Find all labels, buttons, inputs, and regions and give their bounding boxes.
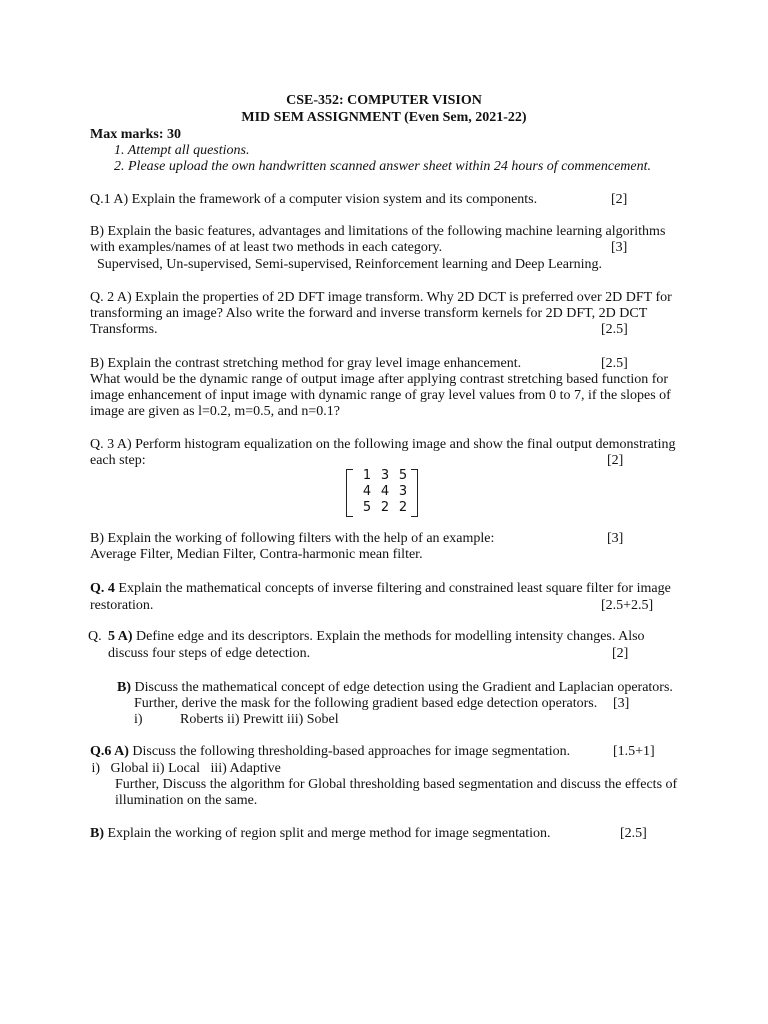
- q3-b-marks: [3]: [607, 531, 624, 546]
- q3-a-line: each step:: [90, 453, 146, 468]
- q5-b-line: Further, derive the mask for the following gradient based edge detection operators.: [134, 696, 598, 711]
- q2-a-line: Q. 2 A) Explain the properties of 2D DFT image transform. Why 2D DCT is preferred over 2D DFT for: [90, 290, 672, 305]
- matrix-cell: 4: [362, 484, 372, 499]
- instruction-item: 1. Attempt all questions.: [114, 143, 250, 158]
- matrix-cell: 2: [380, 500, 390, 515]
- q2-b-line: What would be the dynamic range of output image after applying contrast stretching based function for: [90, 372, 669, 387]
- q2-a-line: Transforms.: [90, 322, 158, 337]
- q6-a-marks: [1.5+1]: [613, 744, 655, 759]
- q4-text: Explain the mathematical concepts of inverse filtering and constrained least square filter for image: [114, 581, 671, 596]
- q2-a-line: transforming an image? Also write the forward and inverse transform kernels for 2D DFT, 2D DCT: [90, 306, 648, 321]
- q3-b-line: B) Explain the working of following filters with the help of an example:: [90, 531, 495, 546]
- instruction-item: 2. Please upload the own handwritten scanned answer sheet within 24 hours of commencement.: [114, 159, 651, 174]
- q6-a-text: Discuss the following thresholding-based approaches for image segmentation.: [128, 744, 571, 759]
- q5-a-label: 5 A): [108, 629, 133, 644]
- q5-prefix: Q.: [88, 629, 102, 644]
- matrix-right-bracket: [411, 469, 418, 517]
- q5-a-line: [108, 629, 645, 646]
- q6-a-line: illumination on the same.: [115, 793, 258, 808]
- q5-b-text: Discuss the mathematical concept of edge detection using the Gradient and Laplacian operators.: [131, 680, 673, 695]
- q2-b-marks: [2.5]: [601, 356, 628, 371]
- q6-b-line: [90, 826, 550, 843]
- matrix-cell: 5: [362, 500, 372, 515]
- matrix-cell: 3: [380, 468, 390, 483]
- q3-a-marks: [2]: [607, 453, 624, 468]
- matrix-cell: 3: [398, 484, 408, 499]
- matrix-row: [358, 469, 412, 483]
- q3-b-line: Average Filter, Median Filter, Contra-harmonic mean filter.: [90, 547, 423, 562]
- assignment-title: MID SEM ASSIGNMENT (Even Sem, 2021-22): [241, 110, 527, 125]
- q1-a-marks: [2]: [611, 192, 628, 207]
- q1-b-line: Supervised, Un-supervised, Semi-supervised, Reinforcement learning and Deep Learning.: [97, 257, 603, 272]
- image-matrix: [346, 467, 418, 517]
- q6-b-text: Explain the working of region split and merge method for image segmentation.: [104, 826, 551, 841]
- q4-label: Q. 4: [90, 581, 115, 596]
- q1-a-text: Q.1 A) Explain the framework of a computer vision system and its components.: [90, 192, 538, 207]
- course-title: CSE-352: COMPUTER VISION: [286, 93, 482, 108]
- q4-line: [90, 581, 671, 598]
- q5-a-text: Define edge and its descriptors. Explain the methods for modelling intensity changes. Also: [132, 629, 645, 644]
- q6-a-line: Further, Discuss the algorithm for Global thresholding based segmentation and discuss the effects of: [115, 777, 678, 792]
- q6-b-marks: [2.5]: [620, 826, 647, 841]
- q1-b-line: B) Explain the basic features, advantages and limitations of the following machine learning algorithms: [90, 224, 666, 239]
- q5-b-line: [117, 680, 673, 697]
- matrix-left-bracket: [346, 469, 353, 517]
- q5-b-num: i): [134, 712, 143, 727]
- q2-a-marks: [2.5]: [601, 322, 628, 337]
- q5-b-label: B): [117, 680, 131, 695]
- matrix-row: [358, 485, 412, 499]
- q4-marks: [2.5+2.5]: [601, 598, 654, 613]
- q5-b-marks: [3]: [613, 696, 630, 711]
- q2-b-line: image enhancement of input image with dynamic range of gray level values from 0 to 7, if the slopes of: [90, 388, 671, 403]
- matrix-cell: 4: [380, 484, 390, 499]
- matrix-cell: 1: [362, 468, 372, 483]
- q6-a-line: [90, 744, 570, 761]
- q5-a-line: discuss four steps of edge detection.: [108, 646, 311, 661]
- matrix-cell: 2: [398, 500, 408, 515]
- q6-a-label: Q.6 A): [90, 744, 129, 759]
- q1-b-line: with examples/names of at least two methods in each category.: [90, 240, 443, 255]
- q2-b-line: image are given as l=0.2, m=0.5, and n=0.1?: [90, 404, 340, 419]
- matrix-cell: 5: [398, 468, 408, 483]
- q2-b-line: B) Explain the contrast stretching method for gray level image enhancement.: [90, 356, 522, 371]
- q6-b-label: B): [90, 826, 104, 841]
- matrix-row: [358, 501, 412, 515]
- q6-a-line: i) Global ii) Local iii) Adaptive: [88, 761, 281, 776]
- q3-a-line: Q. 3 A) Perform histogram equalization on the following image and show the final output demonstrating: [90, 437, 676, 452]
- q5-b-line: Roberts ii) Prewitt iii) Sobel: [180, 712, 339, 727]
- q5-a-marks: [2]: [612, 646, 629, 661]
- max-marks: Max marks: 30: [90, 127, 181, 142]
- q4-line: restoration.: [90, 598, 154, 613]
- q1-b-marks: [3]: [611, 240, 628, 255]
